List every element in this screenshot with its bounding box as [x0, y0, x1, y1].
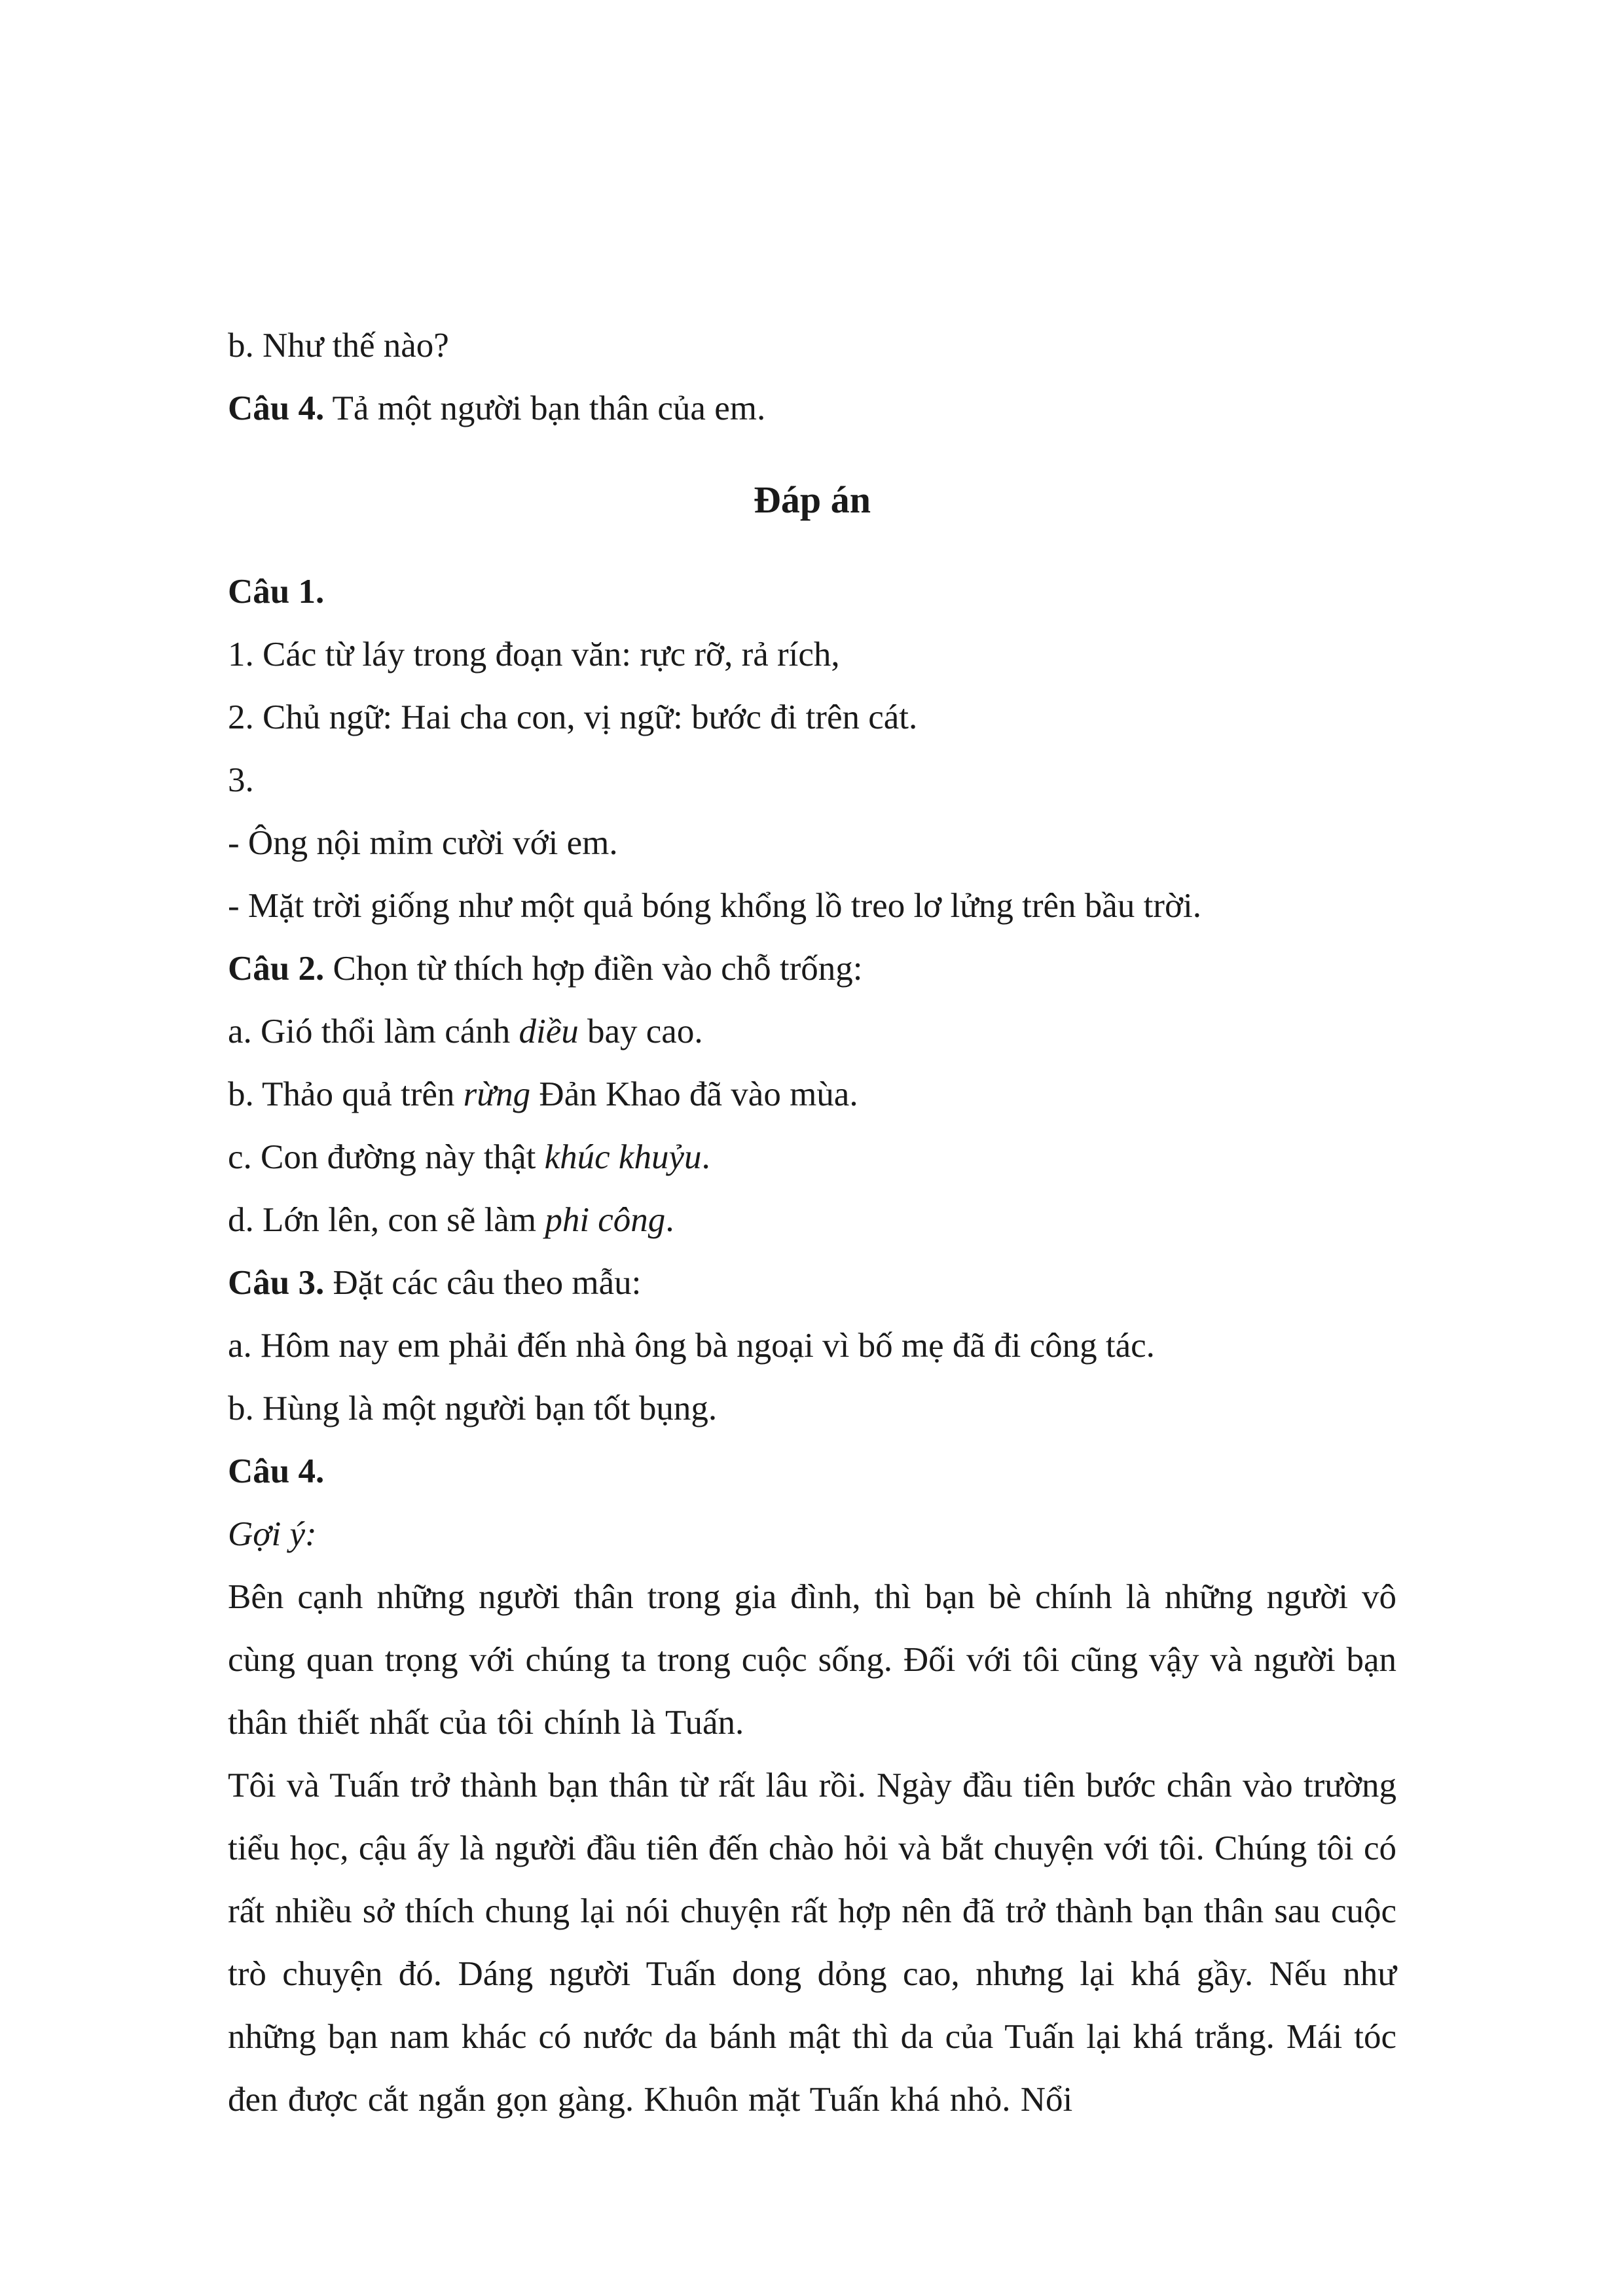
cau2-answer-d: phi công — [545, 1201, 666, 1239]
cau1-item-3b: - Mặt trời giống như một quả bóng khổng lồ treo lơ lửng trên bầu trời. — [228, 887, 1201, 925]
cau4-hint: Gợi ý: — [228, 1515, 317, 1553]
question4-label: Câu 4. — [228, 389, 325, 427]
cau2-item-c: c. Con đường này thật khúc khuỷu. — [228, 1138, 710, 1176]
cau2-answer-a: diều — [519, 1013, 579, 1050]
cau3-label: Câu 3. — [228, 1264, 325, 1302]
cau2-item-b: b. Thảo quả trên rừng Đản Khao đã vào mùa. — [228, 1075, 858, 1113]
cau1-label: Câu 1. — [228, 573, 325, 611]
cau1-item-3: 3. — [228, 761, 254, 799]
answer-heading: Đáp án — [754, 478, 871, 521]
cau2-text: Chọn từ thích hợp điền vào chỗ trống: — [324, 950, 863, 988]
cau1-item-2: 2. Chủ ngữ: Hai cha con, vị ngữ: bước đi trên cát. — [228, 698, 918, 736]
cau2-answer-b: rừng — [463, 1075, 531, 1113]
cau2-answer-c: khúc khuỷu — [544, 1138, 702, 1176]
question4-prompt — [228, 377, 1396, 440]
cau3-item-b: b. Hùng là một người bạn tốt bụng. — [228, 1390, 718, 1427]
cau4-label: Câu 4. — [228, 1452, 325, 1490]
cau3-item-a: a. Hôm nay em phải đến nhà ông bà ngoại vì bố mẹ đã đi công tác. — [228, 1327, 1155, 1365]
document-page — [228, 314, 1396, 2131]
cau4-paragraph-1: Bên cạnh những người thân trong gia đình, thì bạn bè chính là những người vô cùng quan trọng với chúng ta trong cuộc sống. Đối với tôi cũng vậy và người bạn thân thiết nhất của tôi chính là Tuấn. — [228, 1578, 1396, 1742]
cau4-paragraph-2: Tôi và Tuấn trở thành bạn thân từ rất lâu rồi. Ngày đầu tiên bước chân vào trường tiểu học, cậu ấy là người đầu tiên đến chào hỏi và bắt chuyện với tôi. Chúng tôi có rất nhiều sở thích chung lại nói chuyện rất hợp nên đã trở thành bạn thân sau cuộc trò chuyện đó. Dáng người Tuấn dong dỏng cao, nhưng lại khá gầy. Nếu như những bạn nam khác có nước da bánh mật thì da của Tuấn lại khá trắng. Mái tóc đen được cắt ngắn gọn gàng. Khuôn mặt Tuấn khá nhỏ. Nổi — [228, 1767, 1396, 2119]
cau2-label: Câu 2. — [228, 950, 325, 988]
cau2-item-d: d. Lớn lên, con sẽ làm phi công. — [228, 1201, 674, 1239]
cau1-item-3a: - Ông nội mỉm cười với em. — [228, 824, 618, 862]
question3-b: b. Như thế nào? — [228, 327, 449, 365]
cau2-prompt — [228, 937, 1396, 1000]
cau3-text: Đặt các câu theo mẫu: — [324, 1264, 642, 1302]
cau3-prompt — [228, 1251, 1396, 1314]
question4-text: Tả một người bạn thân của em. — [324, 389, 766, 427]
cau2-item-a: a. Gió thổi làm cánh diều bay cao. — [228, 1013, 703, 1050]
cau1-item-1: 1. Các từ láy trong đoạn văn: rực rỡ, rả rích, — [228, 636, 840, 673]
